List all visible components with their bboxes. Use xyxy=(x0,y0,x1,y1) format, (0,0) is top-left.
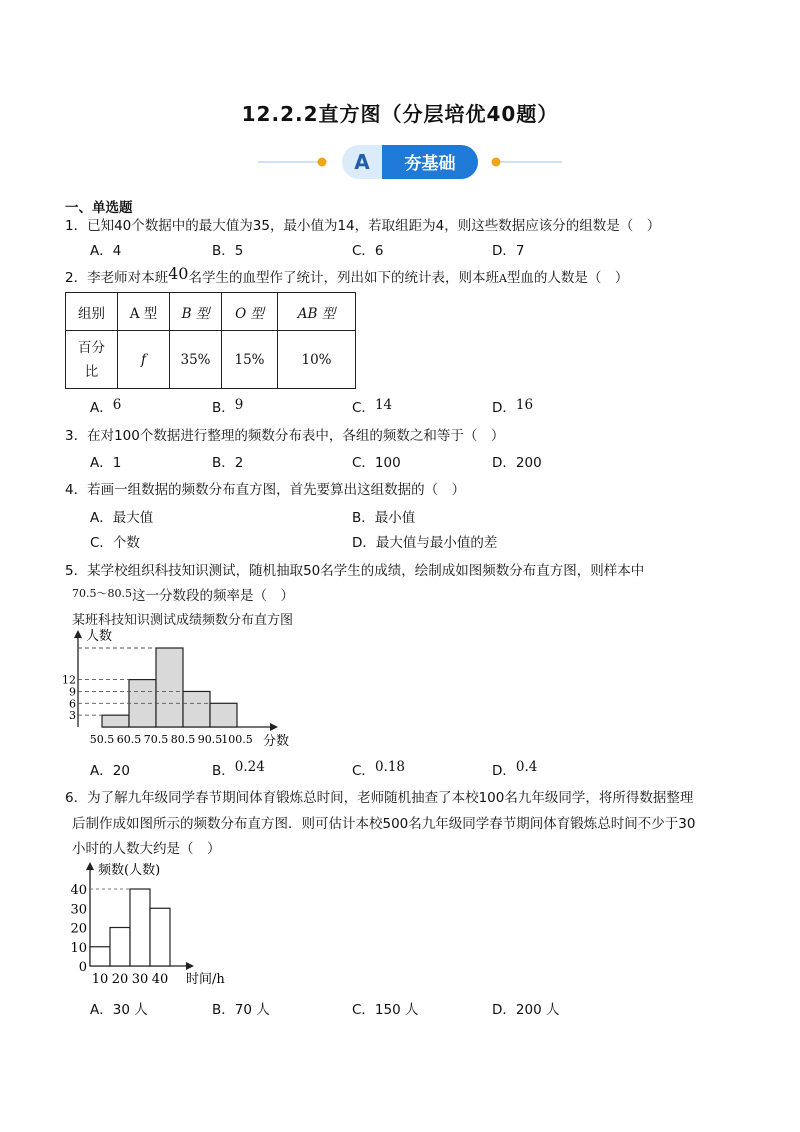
y-tick-label: 3 xyxy=(69,709,76,723)
banner-letter: A xyxy=(354,150,370,174)
chart-1-title: 某班科技知识测试成绩频数分布直方图 xyxy=(72,613,294,628)
page-title: 12.2.2直方图（分层培优40题） xyxy=(241,102,559,126)
table-header-cell: O 型 xyxy=(222,293,278,331)
y-axis-arrow xyxy=(86,862,94,870)
x-tick-label: 40 xyxy=(151,972,169,987)
y-tick-label: 0 xyxy=(78,960,87,975)
q1-option-a: A．4 xyxy=(90,243,122,259)
question-6-stem-line-2: 后制作成如图所示的频数分布直方图．则可估计本校500名九年级同学春节期间体育锻炼总时间不少于30 xyxy=(72,816,696,832)
y-tick-label: 12 xyxy=(62,673,76,687)
q1-option-b: B．5 xyxy=(212,243,244,259)
q3-option-c: C．100 xyxy=(352,455,401,471)
table-header-cell: 组别 xyxy=(66,293,118,331)
table-row-label: 百分比 xyxy=(66,331,118,389)
q3-option-a: A．1 xyxy=(90,455,122,471)
table-header-row xyxy=(66,293,356,331)
x-tick-label: 70.5 xyxy=(143,733,169,746)
x-tick-label: 80.5 xyxy=(170,733,196,746)
q2-stem-part-c: 型血的人数是（ ） xyxy=(506,270,629,286)
q5-option-b: B．0.24 xyxy=(212,759,265,779)
table-row xyxy=(66,331,356,389)
table-cell: 15% xyxy=(222,331,278,389)
table-header-cell: B 型 xyxy=(170,293,222,331)
table-cell: 10% xyxy=(278,331,356,389)
q5-option-d: D．0.4 xyxy=(492,759,538,779)
table-cell: 35% xyxy=(170,331,222,389)
histogram-chart-1 xyxy=(62,628,330,750)
table-header-cell: AB 型 xyxy=(278,293,356,331)
q2-option-c: C．14 xyxy=(352,397,393,416)
q2-stem-type: A xyxy=(498,272,507,285)
histogram-bar xyxy=(183,691,210,727)
q2-option-d: D．16 xyxy=(492,397,534,416)
x-axis-label: 时间/h xyxy=(186,972,225,987)
y-tick-label: 20 xyxy=(70,921,87,937)
histogram-bar xyxy=(102,715,129,727)
histogram-chart-2 xyxy=(68,858,268,990)
y-tick-label: 30 xyxy=(70,902,87,918)
histogram-bar xyxy=(90,947,110,966)
q3-option-d: D．200 xyxy=(492,455,542,471)
histogram-bar xyxy=(130,889,150,966)
table-cell: f xyxy=(118,331,170,389)
table-header-cell: A 型 xyxy=(118,293,170,331)
q2-stem-part-b: 名学生的血型作了统计，列出如下的统计表，则本班 xyxy=(188,270,499,286)
q2-option-b: B．9 xyxy=(212,397,244,416)
q1-option-d: D．7 xyxy=(492,243,525,259)
histogram-bar xyxy=(210,703,237,727)
histogram-bar xyxy=(150,908,170,966)
question-3-stem: 3．在对100个数据进行整理的频数分布表中，各组的频数之和等于（ ） xyxy=(65,428,505,444)
q5-range: 70.5～80.5 xyxy=(72,587,132,600)
q1-option-c: C．6 xyxy=(352,243,384,259)
x-tick-label: 60.5 xyxy=(116,733,142,746)
histogram-bar xyxy=(156,648,183,727)
question-4-stem: 4．若画一组数据的频数分布直方图，首先要算出这组数据的（ ） xyxy=(65,482,466,498)
y-tick-label: 6 xyxy=(69,697,76,711)
y-axis-label: 人数 xyxy=(86,629,113,644)
banner-dot-left xyxy=(318,158,327,167)
banner-dot-right xyxy=(492,158,501,167)
question-5-stem-line-2 xyxy=(72,584,294,604)
x-tick-label: 50.5 xyxy=(89,733,115,746)
question-1-stem: 1．已知40个数据中的最大值为35，最小值为14，若取组距为4，则这些数据应该分的组数是（ ） xyxy=(65,218,661,234)
question-6-stem-line-1: 6．为了解九年级同学春节期间体育锻炼总时间，老师随机抽查了本校100名九年级同学，将所得数据整理 xyxy=(65,790,694,806)
q6-option-b: B．70 人 xyxy=(212,1002,270,1018)
q5-option-a: A．20 xyxy=(90,763,130,779)
q3-option-b: B．2 xyxy=(212,455,244,471)
y-tick-label: 10 xyxy=(70,940,87,956)
q4-option-c: C．个数 xyxy=(90,535,140,551)
y-axis-label: 频数(人数) xyxy=(98,863,161,878)
x-axis-label: 分数 xyxy=(263,734,290,749)
q5-stem-tail: 这一分数段的频率是（ ） xyxy=(131,588,294,604)
x-tick-label: 30 xyxy=(131,972,149,987)
q6-option-d: D．200 人 xyxy=(492,1002,560,1018)
question-2-stem xyxy=(65,266,628,286)
y-tick-label: 40 xyxy=(70,883,87,898)
q2-stem-part-a: 2．李老师对本班 xyxy=(65,270,169,286)
q6-option-c: C．150 人 xyxy=(352,1002,419,1018)
q2-option-a: A．6 xyxy=(90,397,122,416)
x-tick-label: 20 xyxy=(111,972,129,987)
question-5-stem-line-1: 5．某学校组织科技知识测试，随机抽取50名学生的成绩，绘制成如图频数分布直方图，则样本中 xyxy=(65,563,645,579)
x-tick-label: 90.5 xyxy=(197,733,223,746)
x-tick-label: 100.5 xyxy=(221,733,253,746)
q6-option-a: A．30 人 xyxy=(90,1002,148,1018)
section-banner xyxy=(250,142,570,182)
x-axis-arrow xyxy=(186,962,194,970)
y-axis-arrow xyxy=(74,630,82,638)
y-tick-label: 9 xyxy=(69,685,76,699)
q4-option-d: D．最大值与最小值的差 xyxy=(352,535,498,551)
q5-option-c: C．0.18 xyxy=(352,759,405,779)
histogram-bar xyxy=(110,928,130,967)
x-tick-label: 10 xyxy=(91,972,109,987)
q2-stem-number: 40 xyxy=(168,264,189,283)
q4-option-b: B．最小值 xyxy=(352,510,416,526)
question-6-stem-line-3: 小时的人数大约是（ ） xyxy=(72,841,221,857)
q4-option-a: A．最大值 xyxy=(90,510,154,526)
blood-type-table xyxy=(65,292,356,389)
x-axis-arrow xyxy=(270,723,278,731)
banner-text: 夯基础 xyxy=(404,154,456,174)
section-heading: 一、单选题 xyxy=(65,200,133,216)
